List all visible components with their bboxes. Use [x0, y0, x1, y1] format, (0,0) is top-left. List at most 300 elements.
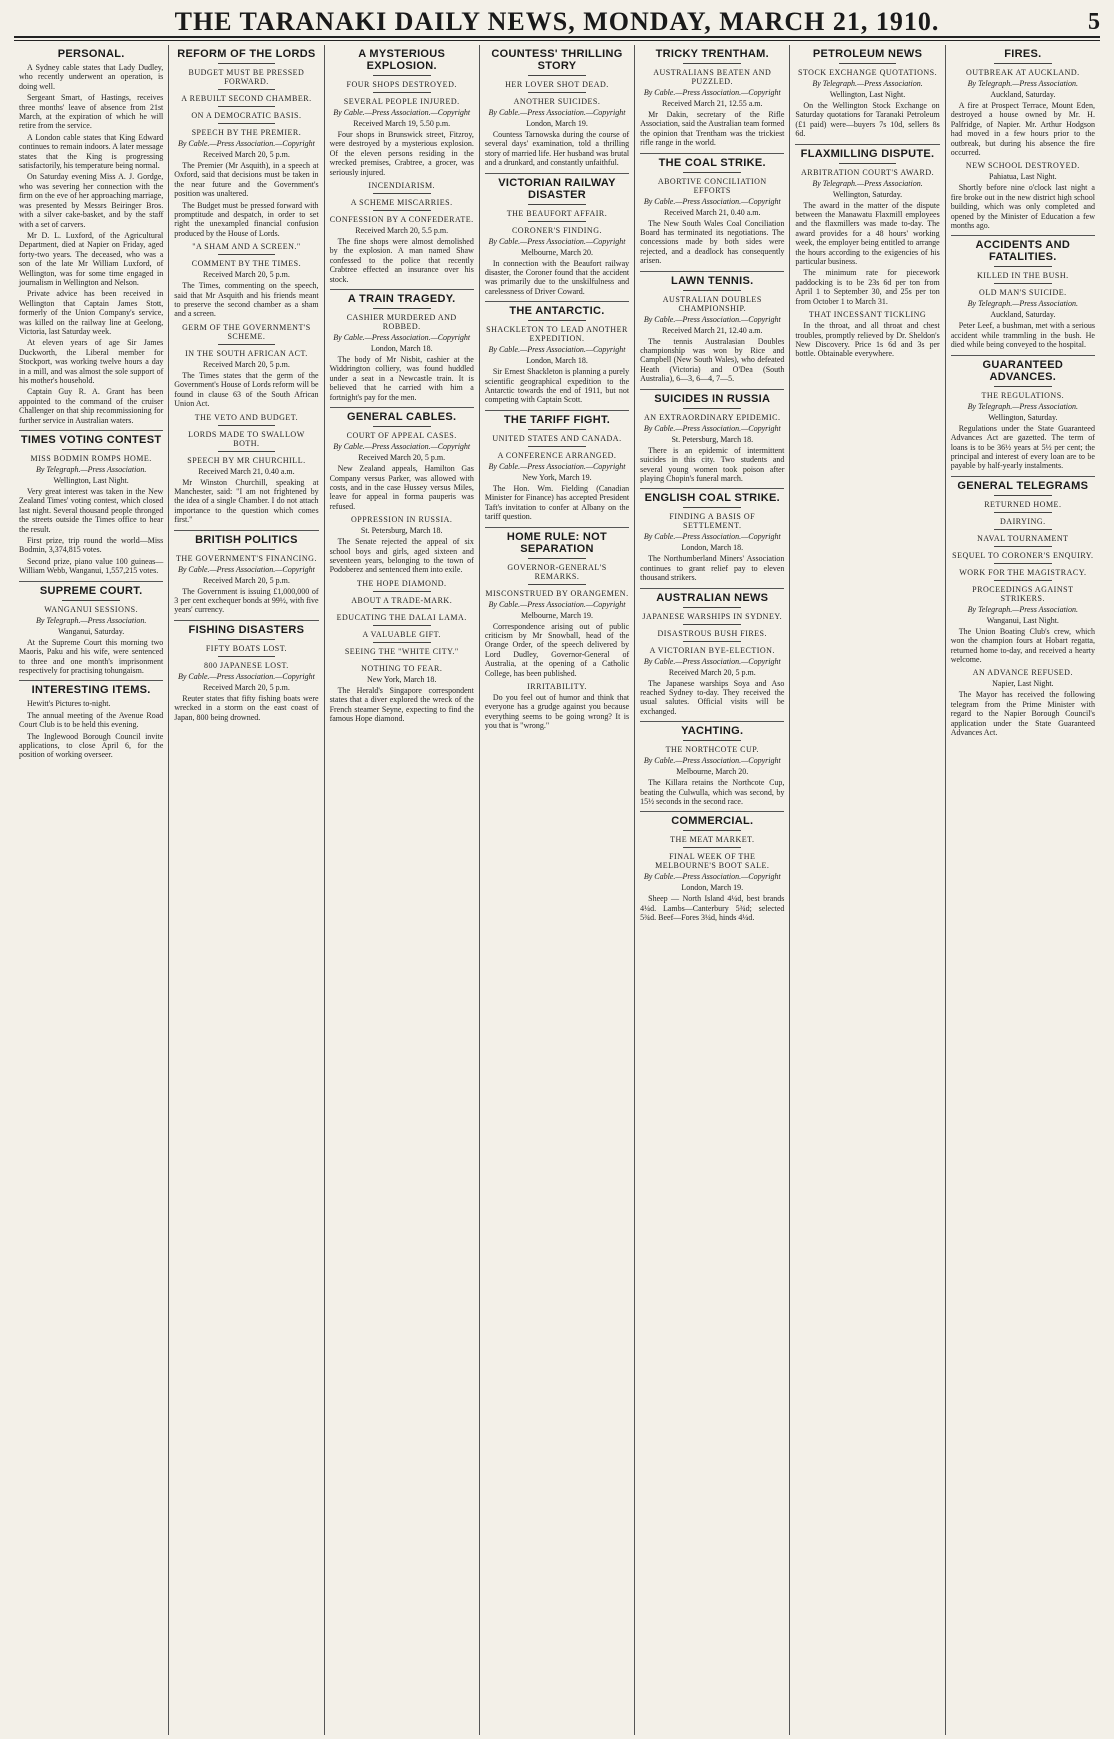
- article-paragraph: The New South Wales Coal Conciliation Board has terminated its negotiations. The concessions made by both sides were rejected, and a deadlock has consequently arisen.: [640, 218, 785, 266]
- article-paragraph: The fine shops were almost demolished by the explosion. A man named Shaw confessed to the police that recently Crabtree effected an insurance over his stock.: [329, 237, 474, 284]
- article-paragraph: The Premier (Mr Asquith), in a speech at Oxford, said that decisions must be taken in the near future and the Government's position was unaltered.: [174, 161, 319, 199]
- article-dateline: London, March 19.: [526, 119, 588, 128]
- article-subhead: CONFESSION BY A CONFEDERATE.: [329, 215, 474, 225]
- article-paragraph: Hewitt's Pictures to-night.: [27, 699, 111, 709]
- divider-rule: [640, 588, 784, 589]
- article-subhead: OUTBREAK AT AUCKLAND.: [965, 68, 1080, 77]
- article-subhead: THE NORTHCOTE CUP.: [665, 745, 759, 755]
- short-rule: [528, 446, 586, 447]
- article-subhead: JAPANESE WARSHIPS IN SYDNEY.: [642, 611, 783, 621]
- article-paragraph: The Japanese warships Soya and Aso reached Sydney to-day. They received the usual salutes. Official visits will be exchanged.: [640, 678, 785, 716]
- short-rule: [994, 283, 1052, 284]
- article-paragraph: Shortly before nine o'clock last night a fire broke out in the new district high school building, which was only completed and opened by the Minister of Education a few months ago.: [950, 183, 1095, 231]
- article-byline: By Cable.—Press Association.—Copyright: [488, 345, 626, 355]
- article-subhead: FINAL WEEK OF THE MELBOURNE'S BOOT SALE.: [655, 852, 770, 871]
- article-paragraph: Do you feel out of humor and think that everyone has a grudge against you because everything seems to be going wrong? It is you that is "wrong.": [484, 692, 630, 731]
- short-rule: [994, 546, 1052, 547]
- article-byline: By Telegraph.—Press Association.: [967, 604, 1079, 614]
- divider-rule: [951, 476, 1095, 477]
- masthead: [14, 6, 1100, 38]
- article: [951, 476, 1095, 665]
- article-headline: ACCIDENTS AND FATALITIES.: [975, 239, 1071, 264]
- article-subhead: THE VETO AND BUDGET.: [194, 412, 299, 422]
- article: [640, 488, 784, 582]
- article-headline: FIRES.: [1004, 48, 1042, 60]
- article-dateline: Received March 20, 5 p.m.: [202, 682, 290, 692]
- article: [485, 301, 629, 405]
- short-rule: [373, 75, 431, 76]
- article: [640, 48, 784, 148]
- article-byline: By Telegraph.—Press Association.: [35, 615, 147, 625]
- divider-rule: [951, 355, 1095, 356]
- short-rule: [218, 89, 276, 90]
- article-paragraph: The Mayor has received the following telegram from the Prime Minister with regard to the Napier Borough Council's application under the State Guaranteed Advances Act.: [950, 690, 1095, 737]
- short-rule: [994, 495, 1052, 496]
- article-paragraph: Four shops in Brunswick street, Fitzroy, were destroyed by a mysterious explosion. Of the eleven persons residing in the wrecked premises, Crabtree, a grocer, was seriously injured.: [329, 130, 474, 177]
- short-rule: [373, 625, 431, 626]
- column-3: [325, 45, 480, 1735]
- short-rule: [683, 740, 741, 741]
- divider-rule: [640, 488, 784, 489]
- article-dateline: New York, March 19.: [522, 472, 592, 482]
- short-rule: [218, 656, 276, 657]
- article-dateline: Wanganui, Last Night.: [986, 615, 1059, 625]
- short-rule: [683, 172, 741, 173]
- article-byline: By Cable.—Press Association.—Copyright: [177, 671, 315, 681]
- column-4: [480, 45, 635, 1735]
- article-dateline: Melbourne, March 20.: [520, 247, 593, 257]
- article-byline: By Telegraph.—Press Association.: [967, 299, 1079, 309]
- article-subhead: 800 JAPANESE LOST.: [204, 660, 289, 670]
- article-byline: By Cable.—Press Association.—Copyright: [643, 872, 781, 882]
- article-subhead: PROCEEDINGS AGAINST STRIKERS.: [972, 584, 1074, 603]
- article: [19, 48, 163, 425]
- divider-rule: [640, 721, 784, 722]
- article-subhead: SEVERAL PEOPLE INJURED.: [343, 97, 460, 106]
- article-paragraph: The Hon. Wm. Fielding (Canadian Minister for Finance) has accepted President Taft's invitation to confer at Albany on the tariff question.: [484, 483, 630, 522]
- article: [174, 323, 318, 409]
- article: [19, 680, 163, 759]
- short-rule: [218, 639, 276, 640]
- article-paragraph: The Government is issuing £1,000,000 of 3 per cent exchequer bonds at 99½, with five years' currency.: [174, 586, 319, 615]
- article-subhead: ANOTHER SUICIDES.: [513, 97, 601, 106]
- article-paragraph: New Zealand appeals, Hamilton Gas Company versus Parker, was allowed with costs, and in the case Hussey versus Miles, leave for appeal in forma pauperis was refused.: [329, 464, 474, 511]
- short-rule: [373, 591, 431, 592]
- article: [640, 153, 784, 266]
- short-rule: [839, 163, 897, 164]
- article-subhead: CORONER'S FINDING.: [511, 225, 602, 235]
- article-paragraph: Mr D. L. Luxford, of the Agricultural Department, died at Napier on Friday, aged forty-two years. The deceased, who was a son of the late Mr William Luxford, of Wellington, was for some time engaged in journalism in Wellington and Nelson.: [19, 230, 164, 287]
- article-byline: By Cable.—Press Association.—Copyright: [488, 108, 626, 117]
- article: [640, 271, 784, 384]
- article-subhead: NAVAL TOURNAMENT: [977, 533, 1069, 543]
- article-dateline: Received March 20, 5 p.m.: [668, 667, 756, 677]
- article: [640, 721, 784, 806]
- article-paragraph: Captain Guy R. A. Grant has been appointed to the command of the cruiser Challenger on that ship recommissioning for further service in Australian waters.: [19, 387, 164, 425]
- article: [795, 310, 939, 359]
- article-headline: PERSONAL.: [57, 48, 125, 60]
- article-byline: By Telegraph.—Press Association.: [35, 465, 147, 475]
- article-headline: VICTORIAN RAILWAY DISASTER: [498, 176, 616, 201]
- article-headline: COMMERCIAL.: [671, 815, 754, 828]
- article-subhead: MISCONSTRUED BY ORANGEMEN.: [485, 588, 629, 598]
- short-rule: [683, 624, 741, 625]
- short-rule: [528, 92, 586, 93]
- article-dateline: London, March 19.: [681, 883, 744, 893]
- short-rule: [528, 558, 586, 559]
- article-subhead: IRRITABILITY.: [527, 681, 587, 691]
- article-subhead: A VICTORIAN BYE-ELECTION.: [649, 645, 775, 655]
- short-rule: [62, 600, 120, 601]
- divider-rule: [330, 407, 474, 408]
- divider-rule: [174, 530, 318, 531]
- column-7: [946, 45, 1100, 1735]
- article-subhead: ABOUT A TRADE-MARK.: [351, 595, 453, 605]
- article: [330, 579, 474, 724]
- short-rule: [528, 221, 586, 222]
- article-headline: THE TARIFF FIGHT.: [503, 413, 611, 426]
- short-rule: [373, 308, 431, 309]
- article-dateline: Melbourne, March 20.: [676, 767, 749, 777]
- article-subhead: BUDGET MUST BE PRESSED FORWARD.: [188, 68, 305, 86]
- article-subhead: A VALUABLE GIFT.: [362, 629, 441, 639]
- short-rule: [218, 549, 276, 550]
- article-headline: BRITISH POLITICS: [195, 533, 298, 546]
- article-subhead: COMMENT BY THE TIMES.: [191, 259, 302, 269]
- article-paragraph: A London cable states that King Edward continues to remain indoors. A later message states that the King is progressing satisfactorily, his temperature being normal.: [19, 132, 164, 171]
- short-rule: [373, 193, 431, 194]
- article-headline: THE ANTARCTIC.: [509, 305, 605, 318]
- article-subhead: DAIRYING.: [1000, 516, 1046, 526]
- short-rule: [683, 607, 741, 608]
- article-byline: By Cable.—Press Association.—Copyright: [643, 423, 781, 433]
- article-paragraph: Second prize, piano value 100 guineas—William Webb, Wanganui, 1,557,215 votes.: [19, 556, 164, 576]
- short-rule: [218, 123, 276, 124]
- divider-rule: [640, 389, 784, 390]
- article: [485, 173, 629, 297]
- article-paragraph: The Northumberland Miners' Association continues to grant relief pay to eleven thousand strikers.: [640, 554, 785, 583]
- column-2: [169, 45, 324, 1735]
- article-subhead: FINDING A BASIS OF SETTLEMENT.: [669, 512, 756, 531]
- article: [640, 389, 784, 484]
- article-dateline: Received March 19, 5.50 p.m.: [353, 119, 451, 128]
- divider-rule: [485, 527, 629, 528]
- article-headline: GENERAL TELEGRAMS: [957, 479, 1089, 492]
- article-paragraph: Private advice has been received in Wellington that Captain James Stott, formerly of the Union Company's service, was killed on the railway line at Geelong, Victoria, last Saturday week.: [19, 289, 164, 336]
- article-subhead: DISASTROUS BUSH FIRES.: [657, 628, 767, 638]
- article-subhead: IN THE SOUTH AFRICAN ACT.: [185, 348, 308, 358]
- divider-rule: [19, 680, 163, 681]
- article-headline: REFORM OF THE LORDS: [177, 48, 316, 60]
- short-rule: [839, 63, 897, 64]
- article-dateline: Wellington, Last Night.: [53, 476, 129, 486]
- article-byline: By Cable.—Press Association.—Copyright: [177, 139, 315, 148]
- article-headline: GENERAL CABLES.: [346, 411, 457, 424]
- article-subhead: SPEECH BY MR CHURCHILL.: [187, 455, 306, 465]
- article-subhead: NOTHING TO FEAR.: [361, 663, 443, 673]
- article-paragraph: The Budget must be pressed forward with promptitude and despatch, in order to set right the unexampled financial confusion produced by the House of Lords.: [174, 200, 319, 238]
- short-rule: [683, 63, 741, 64]
- article-subhead: RETURNED HOME.: [984, 499, 1062, 509]
- short-rule: [218, 451, 276, 452]
- short-rule: [373, 608, 431, 609]
- article-headline: A MYSTERIOUS EXPLOSION.: [358, 48, 446, 72]
- article-subhead: THAT INCESSANT TICKLING: [808, 310, 927, 320]
- article-byline: By Cable.—Press Association.—Copyright: [643, 88, 781, 97]
- short-rule: [994, 580, 1052, 581]
- short-rule: [994, 386, 1052, 387]
- article: [330, 515, 474, 575]
- divider-rule: [19, 430, 163, 431]
- article-dateline: St. Petersburg, March 18.: [360, 526, 443, 536]
- article-subhead: STOCK EXCHANGE QUOTATIONS.: [797, 68, 938, 77]
- article-subhead: AUSTRALIANS BEATEN AND PUZZLED.: [653, 68, 772, 86]
- short-rule: [528, 429, 586, 430]
- article-headline: PETROLEUM NEWS: [812, 48, 923, 60]
- article-paragraph: A fire at Prospect Terrace, Mount Eden, destroyed a house owned by Mr. H. Palfridge, of Napier. Mr. Arthur Hodgson had moved in a few hours prior to the outbreak, but during his absence the fire occurred.: [950, 101, 1095, 158]
- divider-rule: [640, 153, 784, 154]
- article-dateline: Wellington, Last Night.: [829, 90, 906, 99]
- article-paragraph: A Sydney cable states that Lady Dudley, who recently underwent an operation, is doing well.: [19, 63, 164, 91]
- column-5: [635, 45, 790, 1735]
- short-rule: [683, 408, 741, 409]
- article-dateline: Pahiatua, Last Night.: [989, 172, 1057, 182]
- article-byline: By Cable.—Press Association.—Copyright: [333, 333, 471, 343]
- divider-rule: [174, 620, 318, 621]
- short-rule: [62, 449, 120, 450]
- divider-rule: [330, 289, 474, 290]
- article-paragraph: The annual meeting of the Avenue Road Court Club is to be held this evening.: [19, 710, 164, 730]
- article-subhead: CASHIER MURDERED AND ROBBED.: [346, 313, 457, 332]
- article: [485, 48, 629, 168]
- article-subhead: THE HOPE DIAMOND.: [356, 578, 447, 588]
- divider-rule: [485, 410, 629, 411]
- article-headline: SUPREME COURT.: [39, 584, 143, 597]
- article-headline: FISHING DISASTERS: [188, 623, 305, 636]
- article-subhead: MISS BODMIN ROMPS HOME.: [30, 454, 152, 464]
- article-dateline: Received March 21, 0.40 a.m.: [664, 207, 761, 217]
- article-byline: By Telegraph.—Press Association.: [812, 79, 923, 88]
- article-paragraph: Countess Tarnowska during the course of several days' examination, told a thrilling story of married life. Her husband was brutal and a drunkard, and constantly unfaithful.: [484, 130, 630, 168]
- article-headline: TRICKY TRENTHAM.: [655, 48, 769, 60]
- article-paragraph: In connection with the Beaufort railway disaster, the Coroner found that the accident was primarily due to the unskilfulness and carelessness of Driver Coward.: [484, 258, 630, 296]
- short-rule: [683, 641, 741, 642]
- article-headline: HOME RULE: NOT SEPARATION: [506, 530, 608, 555]
- article-dateline: London, March 18.: [681, 543, 744, 553]
- article-dateline: London, March 18.: [370, 344, 433, 354]
- article-paragraph: The minimum rate for piecework paddocking is to be 23s 6d per ton from April 1 to September 30, and 25s per ton from October 1 to March 31.: [795, 268, 940, 306]
- article: [330, 289, 474, 402]
- short-rule: [218, 254, 276, 255]
- article-headline: THE COAL STRIKE.: [658, 156, 766, 169]
- article-paragraph: The body of Mr Nisbit, cashier at the Widdrington colliery, was found huddled under a seat in a Newcastle train. It is believed that he carried with him a fortnight's pay for the men.: [329, 355, 474, 402]
- article-byline: By Cable.—Press Association.—Copyright: [488, 599, 626, 609]
- article-byline: By Cable.—Press Association.—Copyright: [643, 196, 781, 206]
- article-subhead: UNITED STATES AND CANADA.: [492, 433, 622, 443]
- column-6: [790, 45, 945, 1735]
- article-dateline: Received March 20, 5 p.m.: [202, 359, 290, 369]
- article-headline: A TRAIN TRAGEDY.: [347, 293, 456, 306]
- article-subhead: EDUCATING THE DALAI LAMA.: [336, 612, 467, 622]
- columns-container: [14, 45, 1100, 1735]
- article-paragraph: The Union Boating Club's crew, which won the champion fours at Hobart regatta, returned home to-day, and received a hearty welcome.: [950, 626, 1095, 664]
- article-subhead: INCENDIARISM.: [368, 181, 436, 191]
- article-byline: By Telegraph.—Press Association.: [967, 79, 1079, 88]
- article-byline: By Cable.—Press Association.—Copyright: [643, 756, 781, 766]
- article-paragraph: On Saturday evening Miss A. J. Gordge, who was severing her connection with the firm on the eve of her approaching marriage, was presented by Messrs Beiringer Bros. with a silver cake-basket, and by the staff with a set of carvers.: [19, 172, 164, 229]
- article-paragraph: At the Supreme Court this morning two Maoris, Paku and his wife, were sentenced to three and one month's imprisonment respectively for practising tohungaism.: [19, 637, 164, 675]
- divider-rule: [640, 811, 784, 812]
- article-byline: By Telegraph.—Press Association.: [812, 178, 923, 188]
- article-headline: COUNTESS' THRILLING STORY: [491, 48, 623, 72]
- article-byline: By Cable.—Press Association.—Copyright: [177, 564, 315, 574]
- article-paragraph: Peter Leef, a bushman, met with a serious accident while trammling in the bush. He died while being conveyed to the hospital.: [950, 321, 1095, 350]
- article-paragraph: The Herald's Singapore correspondent states that a diver explored the wreck of the French steamer Seyne, expecting to find the famous Hope diamond.: [329, 685, 474, 723]
- article-paragraph: Very great interest was taken in the New Zealand Times' voting contest, which closed last night. Several thousand people thronged the streets outside the Times office to hear the result.: [19, 487, 164, 534]
- article-paragraph: The tennis Australasian Doubles championship was won by Rice and Campbell (New South Wales), who defeated Heath (Victoria) and O'Dea (South Australia), 6—3, 6—4, 7—5.: [640, 336, 785, 384]
- article-subhead: A SCHEME MISCARRIES.: [350, 198, 453, 208]
- short-rule: [683, 847, 741, 848]
- article: [330, 407, 474, 511]
- article: [951, 48, 1095, 157]
- article: [951, 668, 1095, 737]
- short-rule: [994, 266, 1052, 267]
- article-subhead: THE GOVERNMENT'S FINANCING.: [175, 553, 317, 563]
- article: [485, 410, 629, 522]
- article-dateline: Received March 20, 5 p.m.: [202, 270, 290, 280]
- article-subhead: GOVERNOR-GENERAL'S REMARKS.: [507, 562, 607, 581]
- article-headline: TIMES VOTING CONTEST: [20, 434, 162, 447]
- article-dateline: Auckland, Saturday.: [990, 90, 1056, 99]
- article-dateline: St. Petersburg, March 18.: [671, 434, 754, 444]
- article-dateline: Received March 20, 5 p.m.: [202, 150, 290, 159]
- article-subhead: A REBUILT SECOND CHAMBER.: [181, 94, 312, 103]
- article-subhead: WORK FOR THE MAGISTRACY.: [959, 567, 1087, 577]
- article-subhead: SPEECH BY THE PREMIER.: [191, 128, 302, 137]
- article: [640, 811, 784, 922]
- article-paragraph: Sheep — North Island 4¼d, best brands 4¼d. Lambs—Canterbury 5¾d; selected 5¾d. Beef—Fores 3¼d, hinds 4¼d.: [640, 894, 785, 923]
- article: [951, 355, 1095, 471]
- article-subhead: THE BEAUFORT AFFAIR.: [506, 208, 608, 218]
- article-subhead: OPPRESSION IN RUSSIA.: [350, 515, 453, 525]
- article: [330, 48, 474, 177]
- article-paragraph: The Times states that the germ of the Government's House of Lords reform will be found in clause 63 of the South African Union Act.: [174, 370, 319, 409]
- masthead-title: THE TARANAKI DAILY NEWS, MONDAY, MARCH 21, 1910.: [174, 7, 940, 36]
- short-rule: [683, 830, 741, 831]
- article-dateline: London, March 18.: [526, 356, 588, 366]
- article-paragraph: Reuter states that fifty fishing boats were wrecked in a storm on the east coast of Japan, 800 being drowned.: [174, 693, 319, 722]
- article-subhead: GERM OF THE GOVERNMENT'S SCHEME.: [182, 322, 311, 341]
- divider-rule: [485, 173, 629, 174]
- article-byline: By Cable.—Press Association.—Copyright: [488, 461, 626, 471]
- article-subhead: ABORTIVE CONCILIATION EFFORTS: [657, 176, 767, 195]
- article: [174, 413, 318, 525]
- short-rule: [218, 63, 276, 64]
- article: [795, 48, 939, 139]
- article-subhead: THE MEAT MARKET.: [670, 835, 755, 845]
- article-dateline: Wellington, Saturday.: [832, 189, 903, 199]
- article-paragraph: On the Wellington Stock Exchange on Saturday quotations for Taranaki Petroleum (£1 paid) were—buyers 7s 10d, sellers 8s 6d.: [795, 101, 940, 139]
- short-rule: [994, 529, 1052, 530]
- article: [174, 620, 318, 722]
- article-subhead: ARBITRATION COURT'S AWARD.: [800, 167, 935, 177]
- article: [640, 588, 784, 717]
- divider-rule: [795, 144, 939, 145]
- article-paragraph: At eleven years of age Sir James Duckworth, the Liberal member for Stockport, was working twelve hours a day in a mill, and was almost the sole support of his mother's household.: [19, 338, 164, 385]
- article-subhead: FIFTY BOATS LOST.: [205, 643, 288, 653]
- short-rule: [683, 507, 741, 508]
- article-headline: INTERESTING ITEMS.: [31, 684, 151, 697]
- article-subhead: A CONFERENCE ARRANGED.: [497, 450, 617, 460]
- article: [795, 144, 939, 306]
- article-byline: By Telegraph.—Press Association.: [967, 401, 1079, 411]
- page-number: 5: [1088, 9, 1100, 35]
- short-rule: [994, 512, 1052, 513]
- article-dateline: Received March 20, 5 p.m.: [358, 453, 446, 463]
- short-rule: [373, 426, 431, 427]
- short-rule: [994, 63, 1052, 64]
- short-rule: [373, 92, 431, 93]
- article-dateline: Received March 21, 0.40 a.m.: [198, 466, 295, 476]
- article-dateline: Melbourne, March 19.: [520, 610, 593, 620]
- article-dateline: Received March 21, 12.40 a.m.: [662, 325, 763, 335]
- divider-rule: [19, 581, 163, 582]
- article-headline: AUSTRALIAN NEWS: [656, 591, 769, 604]
- article-subhead: AUSTRALIAN DOUBLES CHAMPIONSHIP.: [662, 294, 762, 313]
- article-byline: By Cable.—Press Association.—Copyright: [643, 532, 781, 542]
- article-subhead: HER LOVER SHOT DEAD.: [505, 80, 609, 89]
- article-byline: By Cable.—Press Association.—Copyright: [643, 314, 781, 324]
- short-rule: [528, 204, 586, 205]
- article-subhead: KILLED IN THE BUSH.: [977, 271, 1069, 281]
- article-subhead: OLD MAN'S SUICIDE.: [979, 288, 1067, 298]
- article-dateline: Wellington, Saturday.: [988, 412, 1058, 422]
- article-dateline: Auckland, Saturday.: [990, 310, 1056, 320]
- article-paragraph: The Inglewood Borough Council invite applications, to close April 6, for the position of working overseer.: [19, 731, 164, 760]
- short-rule: [373, 642, 431, 643]
- article-subhead: WANGANUI SESSIONS.: [44, 604, 139, 614]
- article-subhead: AN EXTRAORDINARY EPIDEMIC.: [644, 412, 781, 422]
- divider-rule: [951, 235, 1095, 236]
- article-headline: GUARANTEED ADVANCES.: [982, 358, 1064, 383]
- short-rule: [373, 659, 431, 660]
- article: [951, 161, 1095, 230]
- short-rule: [373, 210, 431, 211]
- short-rule: [683, 290, 741, 291]
- article-dateline: Received March 21, 12.55 a.m.: [662, 99, 763, 108]
- article-byline: By Cable.—Press Association.—Copyright: [643, 656, 781, 666]
- article-paragraph: Regulations under the State Guaranteed Advances Act are gazetted. The term of loans is to be 36½ years at 5½ per cent; the principal and interest of every loan are to be payable by half-yearly instalments.: [950, 423, 1095, 471]
- article-paragraph: The Times, commenting on the speech, said that Mr Asquith and his friends meant to preserve the second chamber as a sham and a screen.: [174, 281, 319, 319]
- article: [19, 581, 163, 676]
- article-subhead: AN ADVANCE REFUSED.: [972, 668, 1073, 678]
- article-subhead: LORDS MADE TO SWALLOW BOTH.: [188, 429, 305, 448]
- article-headline: FLAXMILLING DISPUTE.: [800, 147, 935, 160]
- article-paragraph: The award in the matter of the dispute between the Manawatu Flaxmill employees and the flaxmillers was made to-day. The award provides for a 48 hours' working week, the employer being entitled to arrange the hours according to the exigencies of his particular business.: [795, 200, 940, 267]
- article-paragraph: First prize, trip round the world—Miss Bodmin, 3,374,815 votes.: [19, 536, 164, 555]
- article-subhead: SHACKLETON TO LEAD ANOTHER EXPEDITION.: [486, 325, 628, 344]
- article-paragraph: Correspondence arising out of public criticism by Mr Snowball, head of the Orange Order, of the speech delivered by Lord Dudley, Governor-General of Australia, at the opening of a Catholic College, has been published.: [484, 621, 630, 678]
- article-headline: YACHTING.: [681, 725, 744, 738]
- article-subhead: NEW SCHOOL DESTROYED.: [965, 161, 1080, 171]
- short-rule: [528, 75, 586, 76]
- article-paragraph: Sir Ernest Shackleton is planning a purely scientific geographical expedition to the Antarctic towards the end of 1911, but not competing with Captain Scott.: [484, 367, 630, 405]
- article-paragraph: Mr Winston Churchill, speaking at Manchester, said: "I am not frightened by the idea of a single Chamber. I do not attach importance to the question which comes first.": [174, 477, 319, 525]
- short-rule: [218, 344, 276, 345]
- article-paragraph: The Killara retains the Northcote Cup, beating the Culwulla, which was second, by 15½ seconds in the second race.: [640, 778, 785, 806]
- article-subhead: "A SHAM AND A SCREEN.": [192, 242, 301, 252]
- article-paragraph: In the throat, and all throat and chest troubles, promptly relieved by Dr. Sheldon's New Discovery. Price 1s 6d and 3s per bottle. Obtainable everywhere.: [795, 321, 940, 359]
